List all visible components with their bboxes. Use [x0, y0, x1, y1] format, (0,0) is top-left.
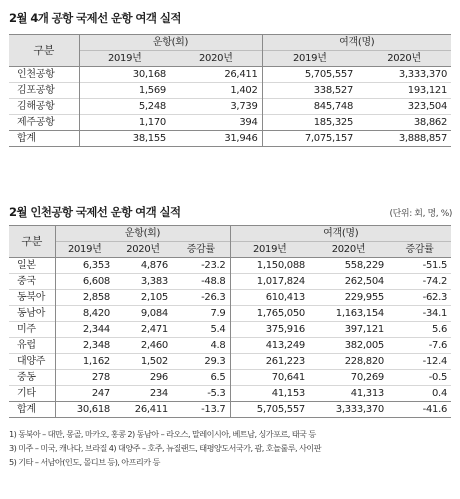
passengers-2020-cell: 397,121: [309, 322, 388, 338]
table2-title: 2월 인천공항 국제선 운항 여객 실적: [9, 205, 181, 219]
table-row: [9, 370, 451, 386]
passengers-2020-cell: 38,862: [357, 115, 451, 131]
flights-2020-cell: 234: [114, 386, 172, 402]
table-row: [9, 99, 451, 115]
flights-2020-cell: 2,105: [114, 290, 172, 306]
header-passengers: 여객(명): [262, 35, 451, 51]
passengers-rate-cell: 0.4: [388, 386, 451, 402]
passengers-2020-cell: 558,229: [309, 258, 388, 274]
row-label: 미주: [9, 322, 55, 338]
passengers-2020-cell: 41,313: [309, 386, 388, 402]
passengers-2020-cell: 3,888,857: [357, 131, 451, 147]
flights-2019-cell: 2,344: [55, 322, 114, 338]
flights-2020-cell: 1,502: [114, 354, 172, 370]
footnotes: [9, 427, 321, 469]
flights-rate-cell: 7.9: [172, 306, 230, 322]
row-label: 유럽: [9, 338, 55, 354]
passengers-2019-cell: 413,249: [230, 338, 309, 354]
header-gubun: 구분: [9, 35, 79, 67]
flights-rate-cell: 5.4: [172, 322, 230, 338]
passengers-2019-cell: 845,748: [262, 99, 357, 115]
passengers-rate-cell: -0.5: [388, 370, 451, 386]
header-passengers-rate: 증감률: [388, 242, 451, 258]
flights-2020-cell: 296: [114, 370, 172, 386]
header-passengers-2020: 2020년: [357, 51, 451, 67]
table-row: [9, 131, 451, 147]
flights-2020-cell: 394: [170, 115, 262, 131]
flights-2019-cell: 1,569: [79, 83, 170, 99]
table-row: [9, 386, 451, 402]
flights-2019-cell: 30,618: [55, 402, 114, 418]
row-label: 동남아: [9, 306, 55, 322]
flights-rate-cell: -13.7: [172, 402, 230, 418]
passengers-2019-cell: 1,150,088: [230, 258, 309, 274]
table-row: [9, 274, 451, 290]
row-label: 동북아: [9, 290, 55, 306]
passengers-2019-cell: 261,223: [230, 354, 309, 370]
flights-2019-cell: 5,248: [79, 99, 170, 115]
row-label: 대양주: [9, 354, 55, 370]
airport-traffic-table: [9, 34, 451, 147]
passengers-2020-cell: 382,005: [309, 338, 388, 354]
flights-2020-cell: 31,946: [170, 131, 262, 147]
passengers-2020-cell: 70,269: [309, 370, 388, 386]
row-label: 합계: [9, 131, 79, 147]
flights-rate-cell: 6.5: [172, 370, 230, 386]
table-row: [9, 83, 451, 99]
passengers-2020-cell: 262,504: [309, 274, 388, 290]
table-row: [9, 402, 451, 418]
passengers-2019-cell: 7,075,157: [262, 131, 357, 147]
row-label: 제주공항: [9, 115, 79, 131]
unit-label: (단위: 회, 명, %): [389, 209, 452, 219]
header-passengers-2020: 2020년: [309, 242, 388, 258]
flights-2019-cell: 30,168: [79, 67, 170, 83]
header-passengers: 여객(명): [230, 226, 451, 242]
table-row: [9, 354, 451, 370]
table-row: [9, 115, 451, 131]
passengers-2019-cell: 5,705,557: [262, 67, 357, 83]
flights-rate-cell: -5.3: [172, 386, 230, 402]
flights-2019-cell: 6,353: [55, 258, 114, 274]
table-row: [9, 290, 451, 306]
header-flights-rate: 증감률: [172, 242, 230, 258]
header-flights-2019: 2019년: [79, 51, 170, 67]
passengers-rate-cell: -51.5: [388, 258, 451, 274]
flights-2020-cell: 9,084: [114, 306, 172, 322]
passengers-2020-cell: 193,121: [357, 83, 451, 99]
passengers-2019-cell: 1,017,824: [230, 274, 309, 290]
flights-2020-cell: 1,402: [170, 83, 262, 99]
incheon-traffic-table: [9, 225, 451, 418]
passengers-rate-cell: 5.6: [388, 322, 451, 338]
header-passengers-2019: 2019년: [230, 242, 309, 258]
row-label: 중국: [9, 274, 55, 290]
footnote-line: 5) 기타 – 서남아(인도, 몰디브 등), 아프리카 등: [9, 457, 160, 467]
passengers-2019-cell: 185,325: [262, 115, 357, 131]
flights-2020-cell: 2,471: [114, 322, 172, 338]
flights-2019-cell: 278: [55, 370, 114, 386]
table1-title: 2월 4개 공항 국제선 운항 여객 실적: [9, 11, 181, 25]
flights-rate-cell: -48.8: [172, 274, 230, 290]
passengers-2020-cell: 3,333,370: [357, 67, 451, 83]
footnote-line: 1) 동북아 – 대만, 몽골, 마카오, 홍콩 2) 동남아 – 라오스, 말레이시아, 베트남, 싱가포르, 태국 등: [9, 429, 316, 439]
passengers-rate-cell: -74.2: [388, 274, 451, 290]
flights-2020-cell: 3,739: [170, 99, 262, 115]
flights-2019-cell: 2,858: [55, 290, 114, 306]
flights-rate-cell: 4.8: [172, 338, 230, 354]
flights-2019-cell: 247: [55, 386, 114, 402]
flights-2020-cell: 3,383: [114, 274, 172, 290]
table-row: [9, 306, 451, 322]
flights-2019-cell: 2,348: [55, 338, 114, 354]
passengers-2019-cell: 70,641: [230, 370, 309, 386]
flights-2020-cell: 4,876: [114, 258, 172, 274]
table-row: [9, 67, 451, 83]
header-flights-2020: 2020년: [114, 242, 172, 258]
passengers-2020-cell: 323,504: [357, 99, 451, 115]
flights-2020-cell: 26,411: [170, 67, 262, 83]
flights-rate-cell: 29.3: [172, 354, 230, 370]
header-flights: 운항(회): [55, 226, 230, 242]
flights-2019-cell: 1,162: [55, 354, 114, 370]
row-label: 김해공항: [9, 99, 79, 115]
passengers-rate-cell: -34.1: [388, 306, 451, 322]
passengers-rate-cell: -62.3: [388, 290, 451, 306]
row-label: 합계: [9, 402, 55, 418]
row-label: 중동: [9, 370, 55, 386]
passengers-2020-cell: 3,333,370: [309, 402, 388, 418]
passengers-rate-cell: -12.4: [388, 354, 451, 370]
flights-2019-cell: 1,170: [79, 115, 170, 131]
passengers-2019-cell: 5,705,557: [230, 402, 309, 418]
passengers-2020-cell: 229,955: [309, 290, 388, 306]
passengers-2019-cell: 41,153: [230, 386, 309, 402]
header-flights-2020: 2020년: [170, 51, 262, 67]
header-gubun: 구분: [9, 226, 55, 258]
table-row: [9, 258, 451, 274]
footnote-line: 3) 미주 – 미국, 캐나다, 브라질 4) 대양주 – 호주, 뉴질랜드, 태평양도서국가, 괌, 호놀룰루, 사이판: [9, 443, 321, 453]
header-passengers-2019: 2019년: [262, 51, 357, 67]
header-flights-2019: 2019년: [55, 242, 114, 258]
passengers-2020-cell: 1,163,154: [309, 306, 388, 322]
flights-2020-cell: 26,411: [114, 402, 172, 418]
passengers-rate-cell: -41.6: [388, 402, 451, 418]
passengers-2019-cell: 338,527: [262, 83, 357, 99]
passengers-2019-cell: 375,916: [230, 322, 309, 338]
table-row: [9, 338, 451, 354]
table-row: [9, 322, 451, 338]
flights-2019-cell: 6,608: [55, 274, 114, 290]
row-label: 일본: [9, 258, 55, 274]
row-label: 기타: [9, 386, 55, 402]
header-flights: 운항(회): [79, 35, 262, 51]
flights-2019-cell: 38,155: [79, 131, 170, 147]
row-label: 인천공항: [9, 67, 79, 83]
passengers-2019-cell: 610,413: [230, 290, 309, 306]
flights-2020-cell: 2,460: [114, 338, 172, 354]
row-label: 김포공항: [9, 83, 79, 99]
flights-rate-cell: -26.3: [172, 290, 230, 306]
passengers-2020-cell: 228,820: [309, 354, 388, 370]
flights-2019-cell: 8,420: [55, 306, 114, 322]
flights-rate-cell: -23.2: [172, 258, 230, 274]
passengers-2019-cell: 1,765,050: [230, 306, 309, 322]
passengers-rate-cell: -7.6: [388, 338, 451, 354]
